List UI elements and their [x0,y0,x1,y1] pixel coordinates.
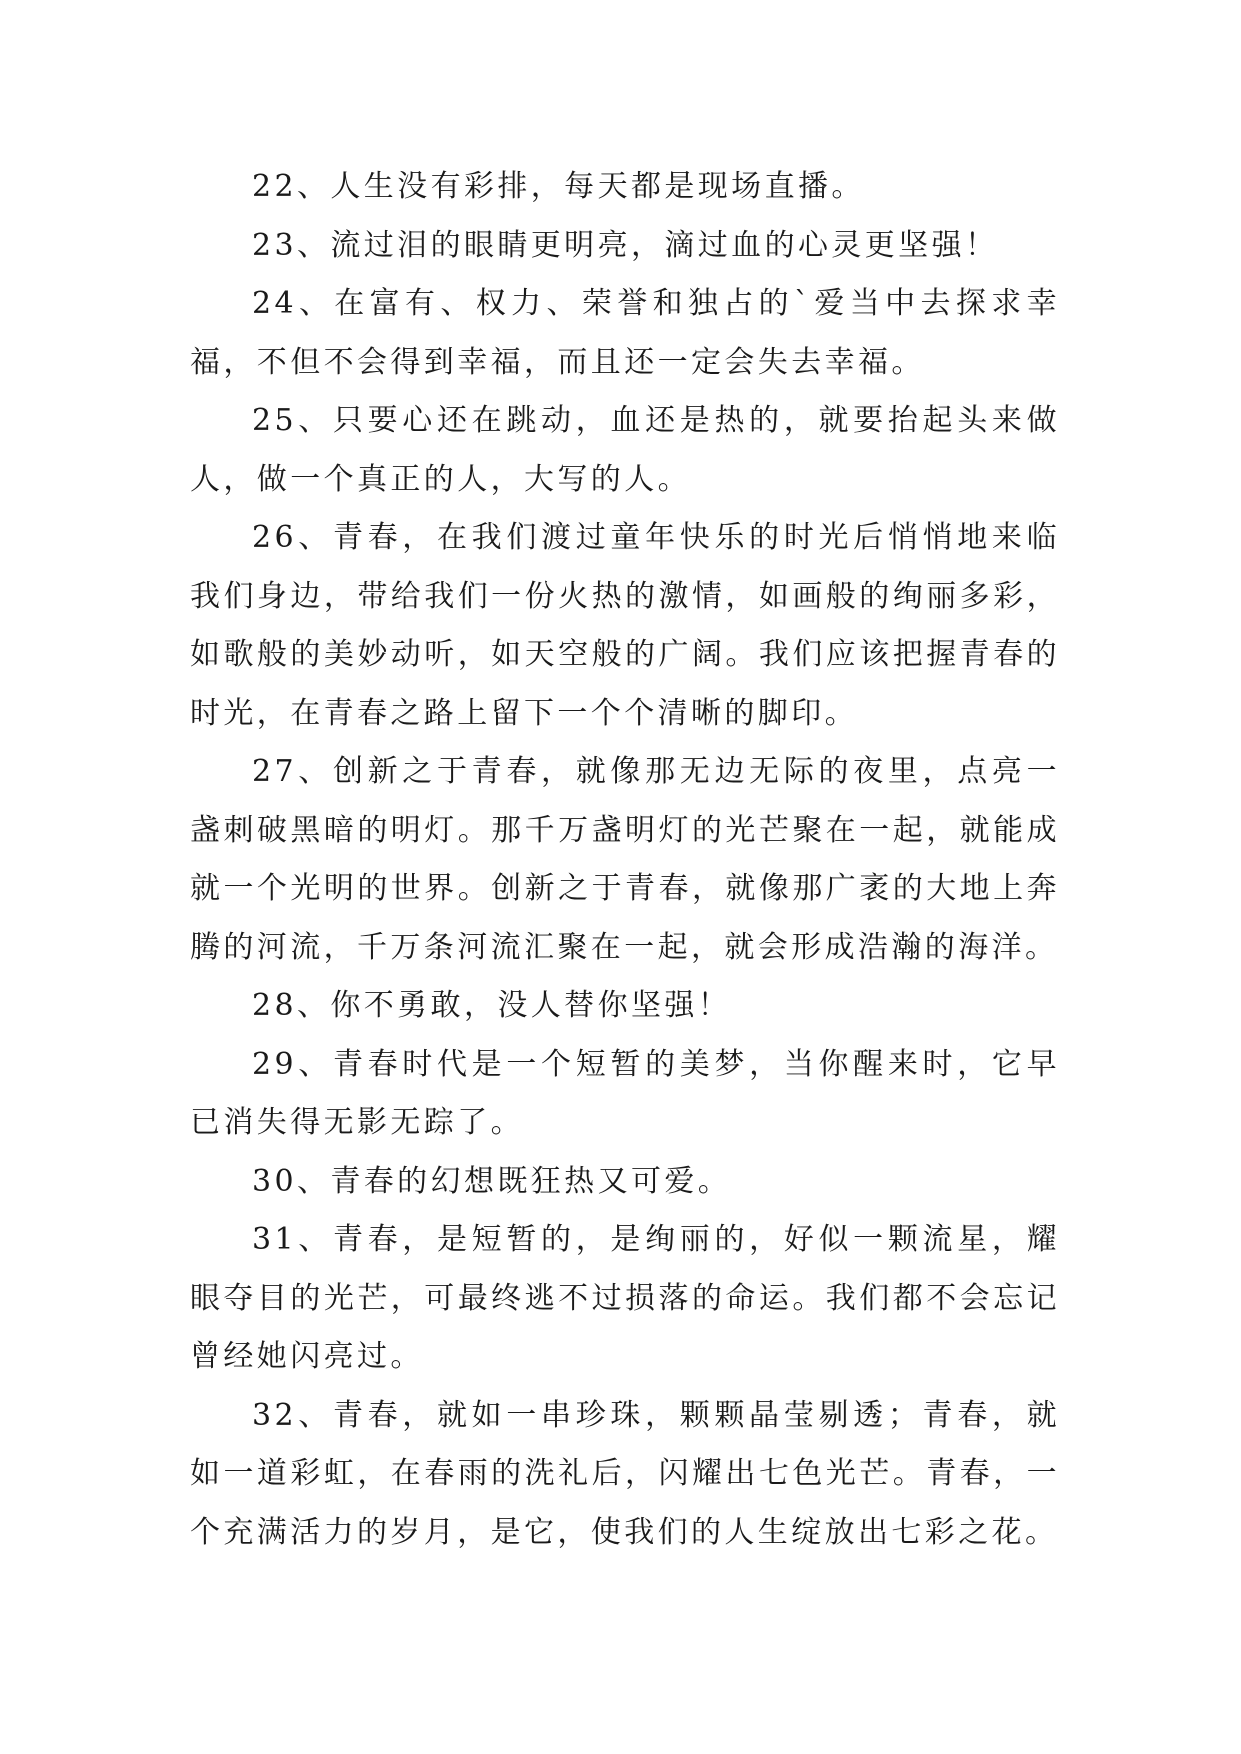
quote-paragraph-23: 23、流过泪的眼睛更明亮，滴过血的心灵更坚强！ [252,227,999,263]
quote-paragraph-30: 30、青春的幻想既狂热又可爱。 [252,1163,732,1199]
quote-paragraph-27: 27、创新之于青春，就像那无边无际的夜里，点亮一盏刺破黑暗的明灯。那千万盏明灯的光芒聚在一起，就能成就一个光明的世界。创新之于青春，就像那广袤的大地上奔腾的河流，千万条河流汇聚在一起，就会形成浩瀚的海洋。 [190,754,1060,965]
document-body [190,158,1060,1562]
quote-paragraph-28: 28、你不勇敢，没人替你坚强！ [252,988,732,1023]
quote-paragraph-22: 22、人生没有彩排，每天都是现场直播。 [252,169,865,204]
quote-paragraph-29: 29、青春时代是一个短暂的美梦，当你醒来时，它早已消失得无影无踪了。 [190,1046,1060,1140]
quote-paragraph-24: 24、在富有、权力、荣誉和独占的`爱当中去探求幸福，不但不会得到幸福，而且还一定会失去幸福。 [190,286,1060,380]
quote-paragraph-26: 26、青春，在我们渡过童年快乐的时光后悄悄地来临我们身边，带给我们一份火热的激情，如画般的绚丽多彩，如歌般的美妙动听，如天空般的广阔。我们应该把握青春的时光，在青春之路上留下一个个清晰的脚印。 [190,520,1060,731]
quote-paragraph-32: 32、青春，就如一串珍珠，颗颗晶莹剔透；青春，就如一道彩虹，在春雨的洗礼后，闪耀出七色光芒。青春，一个充满活力的岁月，是它，使我们的人生绽放出七彩之花。 [190,1397,1060,1550]
quote-paragraph-31: 31、青春，是短暂的，是绚丽的，好似一颗流星，耀眼夺目的光芒，可最终逃不过损落的命运。我们都不会忘记曾经她闪亮过。 [190,1222,1060,1374]
quote-paragraph-25: 25、只要心还在跳动，血还是热的，就要抬起头来做人，做一个真正的人，大写的人。 [190,403,1060,497]
